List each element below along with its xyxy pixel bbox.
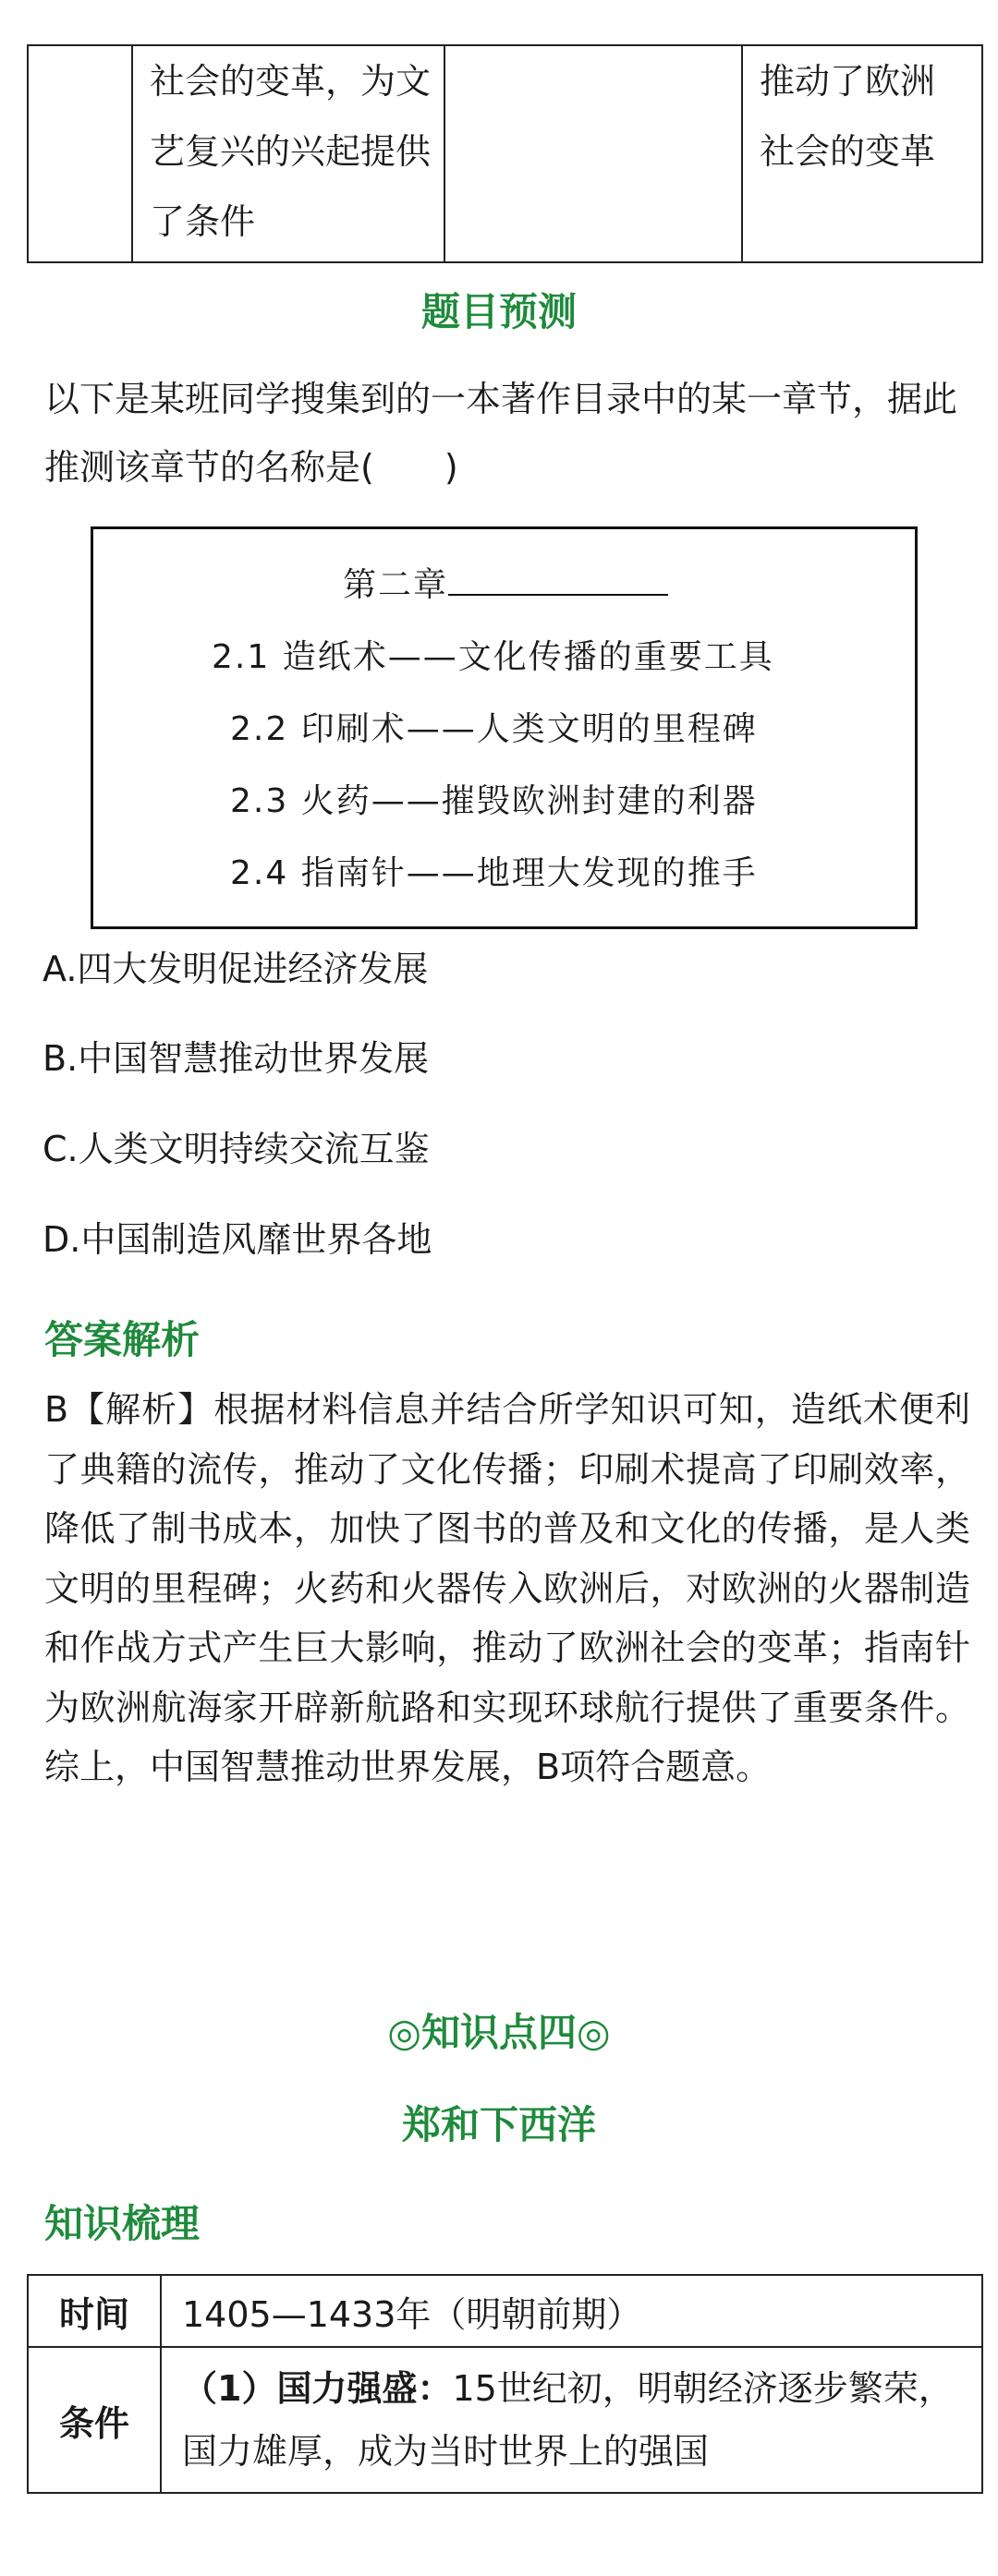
toc-item: 2.2 印刷术——人类文明的里程碑 [230,710,758,748]
question-text: 以下是某班同学搜集到的一本著作目录中的某一章节，据此推测该章节的名称是( ) [44,379,958,488]
table-label-time: 时间 [28,2275,161,2347]
condition-point-1-text: 15世纪初，明朝经济逐步繁荣，国力雄厚，成为当时世界上的强国 [182,2368,954,2472]
toc-item: 2.1 造纸术——文化传播的重要工具 [212,638,774,676]
table-cell-impact-europe: 推动了欧洲社会的变革 [742,45,982,262]
option-a: A.四大发明促进经济发展 [43,949,429,989]
section-heading-prediction: 题目预测 [420,289,577,334]
knowledge-table [27,2274,983,2494]
table-cell-empty-2 [444,45,742,262]
table-of-contents-box [91,526,918,929]
toc-chapter-label: 第二章 [343,566,449,604]
top-comparison-table [27,44,983,263]
knowledge-point-subtitle: 郑和下西洋 [401,2102,596,2147]
toc-item: 2.3 火药——摧毁欧洲封建的利器 [230,782,758,820]
table-value-time: 1405—1433年（明朝前期） [161,2275,982,2347]
knowledge-point-title: ◎知识点四◎ [387,2010,611,2055]
condition-point-1-label: （1）国力强盛： [182,2368,453,2409]
table-row [28,2275,982,2347]
toc-chapter-line [343,559,668,606]
table-cell-impact-renaissance: 社会的变革，为文艺复兴的兴起提供了条件 [132,45,444,262]
table-row [28,2347,982,2493]
section-heading-answer: 答案解析 [44,1317,201,1362]
option-b: B.中国智慧推动世界发展 [43,1038,430,1079]
table-label-conditions: 条件 [28,2347,161,2493]
table-cell-empty-1 [28,45,132,262]
section-heading-review: 知识梳理 [44,2201,201,2246]
toc-item: 2.4 指南针——地理大发现的推手 [230,854,758,892]
option-c: C.人类文明持续交流互鉴 [43,1129,430,1169]
toc-chapter-blank [448,564,668,596]
option-d: D.中国制造风靡世界各地 [43,1219,432,1260]
answer-analysis-text: B【解析】根据材料信息并结合所学知识可知，造纸术便利了典籍的流传，推动了文化传播；印刷术提高了印刷效率，降低了制书成本，加快了图书的普及和文化的传播，是人类文明的里程碑；火药和火器传入欧洲后，对欧洲的火器制造和作战方式产生巨大影响，推动了欧洲社会的变革；指南针为欧洲航海家开辟新航路和实现环球航行提供了重要条件。综上，中国智慧推动世界发展，B项符合题意。 [44,1389,970,1787]
table-value-conditions [161,2347,982,2493]
